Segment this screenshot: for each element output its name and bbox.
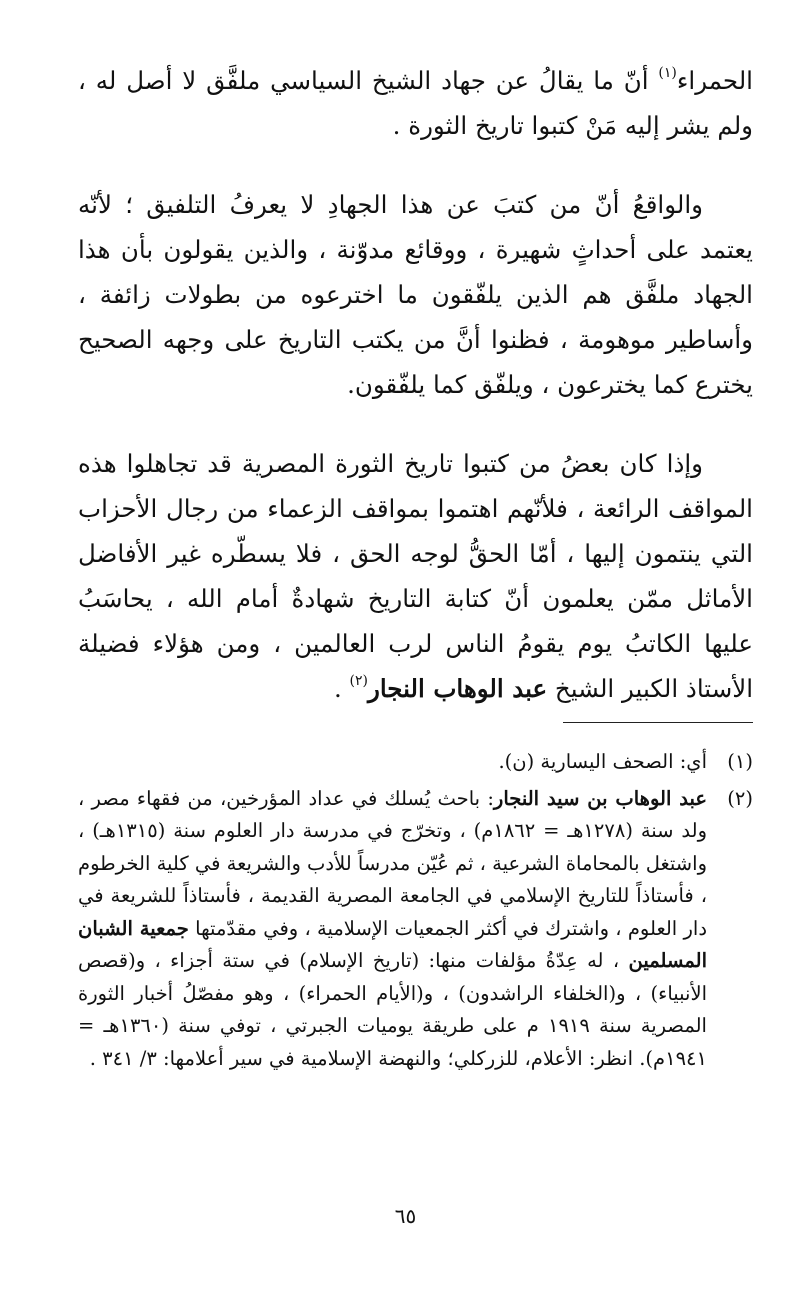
main-text bbox=[78, 58, 753, 711]
footnote-2-number: (٢) bbox=[727, 786, 753, 810]
footnote-2 bbox=[78, 783, 753, 1076]
footnote-divider bbox=[563, 722, 753, 723]
footnotes bbox=[78, 746, 753, 1079]
paragraph-1 bbox=[78, 58, 753, 148]
paragraph-3-tail: . bbox=[333, 674, 350, 703]
paragraph-1-start: الحمراء bbox=[676, 66, 753, 95]
page-number: ٦٥ bbox=[394, 1204, 417, 1228]
footnote-1-number: (١) bbox=[727, 750, 753, 773]
footnote-2-text-b: ، له عِدّةُ مؤلفات منها: (تاريخ الإسلام) في ستة أجزاء ، و(قصص الأنبياء) ، و(الخلفاء الراشدون) ، و(الأيام الحمراء) ، وهو مفصّلُ أخبار الثورة المصرية سنة ١٩١٩ م على طريقة يوميات الجبرتي ، توفي سنة (١٣٦٠هـ = ١٩٤١م). انظر: الأعلام، للزركلي؛ والنهضة الإسلامية في سير أعلامها: ٣/ ٣٤١ . bbox=[78, 949, 707, 1070]
paragraph-3 bbox=[78, 441, 753, 711]
paragraph-3-text: وإذا كان بعضُ من كتبوا تاريخ الثورة المصرية قد تجاهلوا هذه المواقف الرائعة ، فلأنّهم اهتموا بمواقف الزعماء من رجال الأحزاب التي ينتمون إليها ، أمّا الحقُّ لوجه الحق ، فلا يسطّره غير الأفاضل الأماثل ممّن يعلمون أنّ كتابة التاريخ شهادةٌ أمام الله ، يحاسَبُ عليها الكاتبُ يوم يقومُ الناس لرب العالمين ، ومن هؤلاء فضيلة الأستاذ الكبير الشيخ bbox=[78, 449, 753, 703]
footnote-ref-1: (١) bbox=[658, 65, 677, 81]
footnote-2-society-name: جمعية الشبان المسلمين bbox=[78, 916, 708, 972]
paragraph-2: والواقعُ أنّ من كتبَ عن هذا الجهادِ لا يعرفُ التلفيق ؛ لأنّه يعتمد على أحداثٍ شهيرة ، ووقائع مدوّنة ، والذين يقولون بأن هذا الجهاد ملفَّق هم الذين يلفّقون ما اخترعوه من بطولات زائفة ، وأساطير موهومة ، فظنوا أنَّ من يكتب التاريخ على وجهه الصحيح يخترع كما يخترعون ، ويلفّق كما يلفّقون. bbox=[78, 190, 753, 399]
footnote-1 bbox=[78, 746, 753, 779]
footnote-ref-2: (٢) bbox=[349, 673, 369, 689]
paragraph-1-rest: أنّ ما يقالُ عن جهاد الشيخ السياسي ملفَّق لا أصل له ، ولم يشر إليه مَنْ كتبوا تاريخ الثورة . bbox=[78, 66, 753, 140]
footnote-1-text: أي: الصحف اليسارية (ن). bbox=[498, 750, 707, 773]
footnote-2-body bbox=[78, 783, 707, 1076]
author-name: عبد الوهاب النجار bbox=[368, 674, 548, 703]
footnote-2-subject-name: عبد الوهاب بن سيد النجار bbox=[493, 786, 707, 810]
footnote-2-text-a: : باحث يُسلك في عداد المؤرخين، من فقهاء مصر ، ولد سنة (١٢٧٨هـ = ١٨٦٢م) ، وتخرّج في مدرسة دار العلوم سنة (١٣١٥هـ) ، واشتغل بالمحاماة الشرعية ، ثم عُيّن مدرساً للأدب والشريعة في كلية الخرطوم ، فأستاذاً للتاريخ الإسلامي في الجامعة المصرية القديمة ، فأستاذاً للشريعة في دار العلوم ، واشترك في أكثر الجمعيات الإسلامية ، وفي مقدّمتها bbox=[78, 786, 708, 940]
